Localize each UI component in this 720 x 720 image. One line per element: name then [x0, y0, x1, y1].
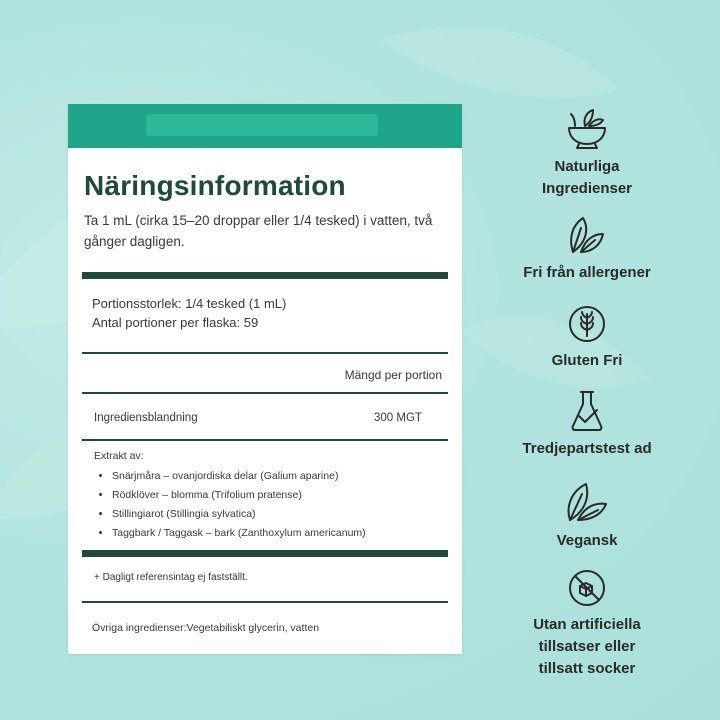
- divider-thick: [82, 550, 448, 557]
- mortar-pestle-icon: [565, 104, 609, 150]
- no-sugar-icon: [567, 568, 607, 608]
- brand-logo: [146, 114, 378, 136]
- feature-gluten-free: [520, 304, 654, 372]
- amount-per-serving-header: Mängd per portion: [344, 368, 442, 382]
- feature-label: Fri från allergener: [523, 264, 651, 281]
- list-item: • Snärjmåra – ovanjordiska delar (Galium aparine): [112, 467, 366, 486]
- divider: [82, 352, 448, 354]
- nutrition-panel: [68, 104, 462, 654]
- divider: [82, 439, 448, 441]
- wheat-icon: [567, 304, 607, 344]
- other-ingredients: Övriga ingredienser:Vegetabiliskt glycerin, vatten: [92, 622, 320, 634]
- feature-no-additives: [520, 568, 654, 680]
- feature-allergen-free: [520, 214, 654, 284]
- feature-label: Vegansk: [556, 532, 618, 549]
- ingredient-blend-amount: 300 MGT: [374, 412, 422, 424]
- feature-natural-ingredients: [520, 104, 654, 200]
- dosage-instructions: Ta 1 mL (cirka 15–20 droppar eller 1/4 tesked) i vatten, två gånger dagligen.: [84, 213, 433, 249]
- ingredient-blend-label: Ingrediensblandning: [94, 412, 198, 424]
- servings-per-bottle: Antal portioner per flaska: 59: [92, 315, 259, 330]
- list-item: • Stillingiarot (Stillingia sylvatica): [112, 505, 366, 524]
- list-item: • Taggbark / Taggask – bark (Zanthoxylum americanum): [112, 524, 366, 543]
- extract-title: Extrakt av:: [94, 450, 144, 462]
- feature-label: Utan artificiella tillsatser eller tillsatt socker: [533, 616, 641, 677]
- list-item: • Rödklöver – blomma (Trifolium pratense): [112, 486, 366, 505]
- feature-label: Tredjepartstest ad: [522, 440, 652, 457]
- flask-check-icon: [569, 388, 605, 432]
- daily-value-footnote: + Dagligt referensintag ej fastställt.: [94, 572, 248, 583]
- divider-thick: [82, 272, 448, 279]
- feature-label: Naturliga Ingredienser: [541, 158, 633, 197]
- feature-vegan: [520, 480, 654, 552]
- extract-list: [94, 467, 366, 543]
- feature-third-party-tested: [520, 388, 654, 460]
- leaves-icon: [567, 214, 607, 256]
- panel-title: Näringsinformation: [84, 170, 346, 201]
- panel-header: [68, 104, 462, 148]
- feature-label: Gluten Fri: [551, 352, 623, 369]
- serving-info: [92, 294, 286, 332]
- divider: [82, 392, 448, 394]
- divider: [82, 601, 448, 603]
- leaf-icon: [564, 480, 610, 524]
- serving-size: Portionsstorlek: 1/4 tesked (1 mL): [92, 296, 287, 311]
